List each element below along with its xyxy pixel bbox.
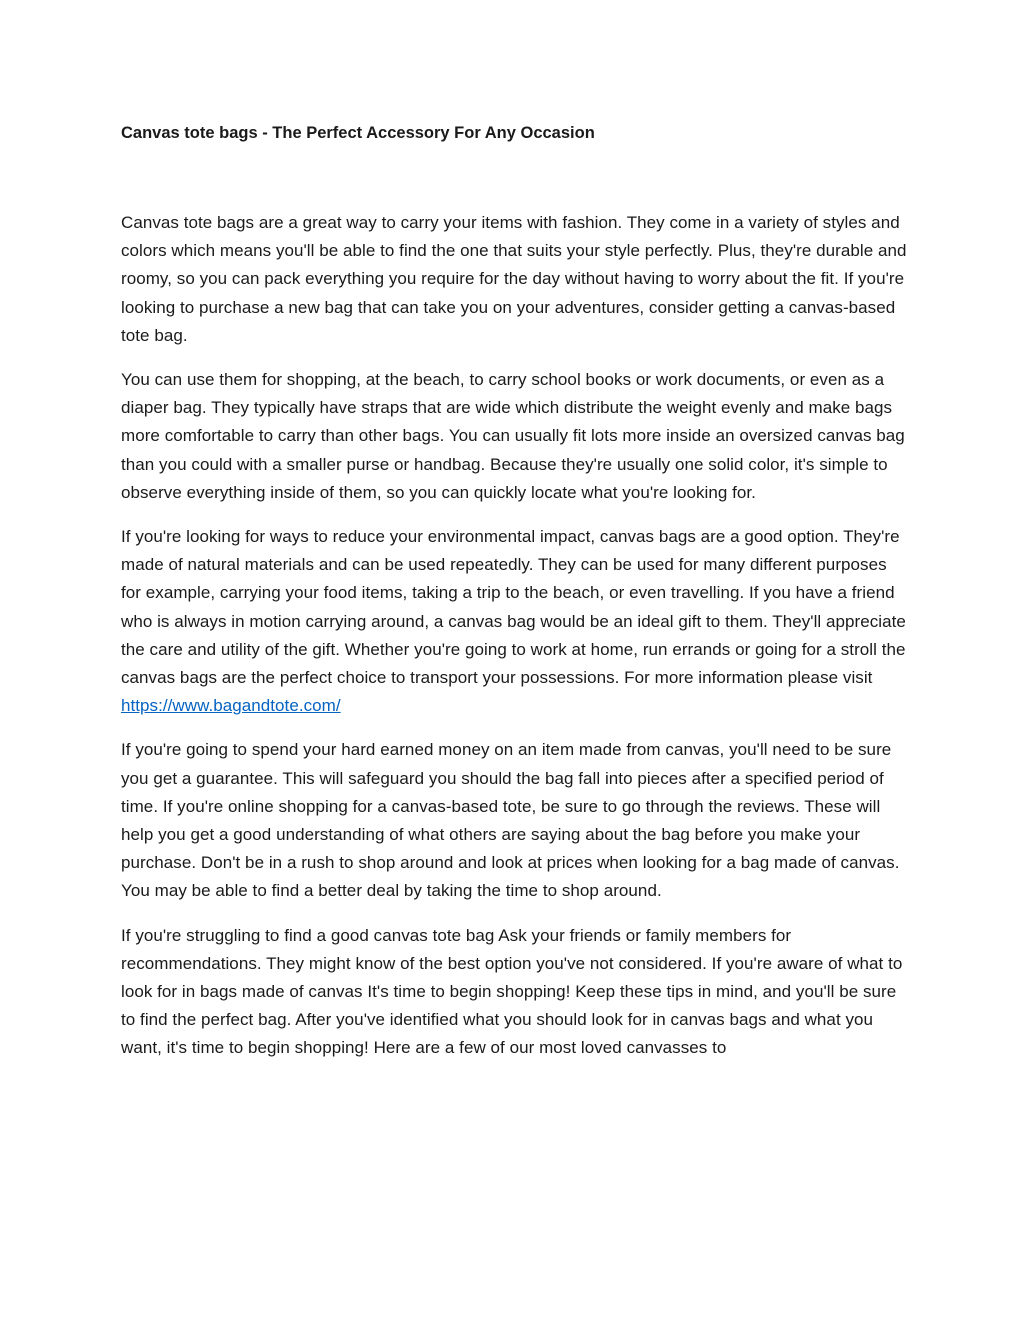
document-title: Canvas tote bags - The Perfect Accessory For Any Occasion [121,124,595,142]
document-body [121,209,911,1079]
paragraph-4: If you're going to spend your hard earned money on an item made from canvas, you'll need to be sure you get a guarantee. This will safeguard you should the bag fall into pieces after a specified period of time. If you're online shopping for a canvas-based tote, be sure to go through the reviews. These will help you get a good understanding of what others are saying about the bag before you make your purchase. Don't be in a rush to shop around and look at prices when looking for a bag made of canvas. You may be able to find a better deal by taking the time to shop around. [121,740,900,901]
paragraph-2: You can use them for shopping, at the beach, to carry school books or work documents, or even as a diaper bag. They typically have straps that are wide which distribute the weight evenly and make bags more comfortable to carry than other bags. You can usually fit lots more inside an oversized canvas bag than you could with a smaller purse or handbag. Because they're usually one solid color, it's simple to observe everything inside of them, so you can quickly locate what you're looking for. [121,370,905,502]
paragraph-1: Canvas tote bags are a great way to carry your items with fashion. They come in a variety of styles and colors which means you'll be able to find the one that suits your style perfectly. Plus, they're durable and roomy, so you can pack everything you require for the day without having to worry about the fit. If you're looking to purchase a new bag that can take you on your adventures, consider getting a canvas-based tote bag. [121,213,907,345]
paragraph-5: If you're struggling to find a good canvas tote bag Ask your friends or family members for recommendations. They might know of the best option you've not considered. If you're aware of what to look for in bags made of canvas It's time to begin shopping! Keep these tips in mind, and you'll be sure to find the perfect bag. After you've identified what you should look for in canvas bags and what you want, it's time to begin shopping! Here are a few of our most loved canvasses to [121,925,903,1058]
bagandtote-link[interactable]: https://www.bagandtote.com/ [121,696,341,716]
paragraph-3 [121,523,911,720]
paragraph-3-text: If you're looking for ways to reduce your environmental impact, canvas bags are a good option. They're made of natural materials and can be used repeatedly. They can be used for many different purposes for example, carrying your food items, taking a trip to the beach, or even travelling. If you have a friend who is always in motion carrying around, a canvas bag would be an ideal gift to them. They'll appreciate the care and utility of the gift. Whether you're going to work at home, run errands or going for a stroll the canvas bags are the perfect choice to transport your possessions. For more information please visit [121,527,906,688]
